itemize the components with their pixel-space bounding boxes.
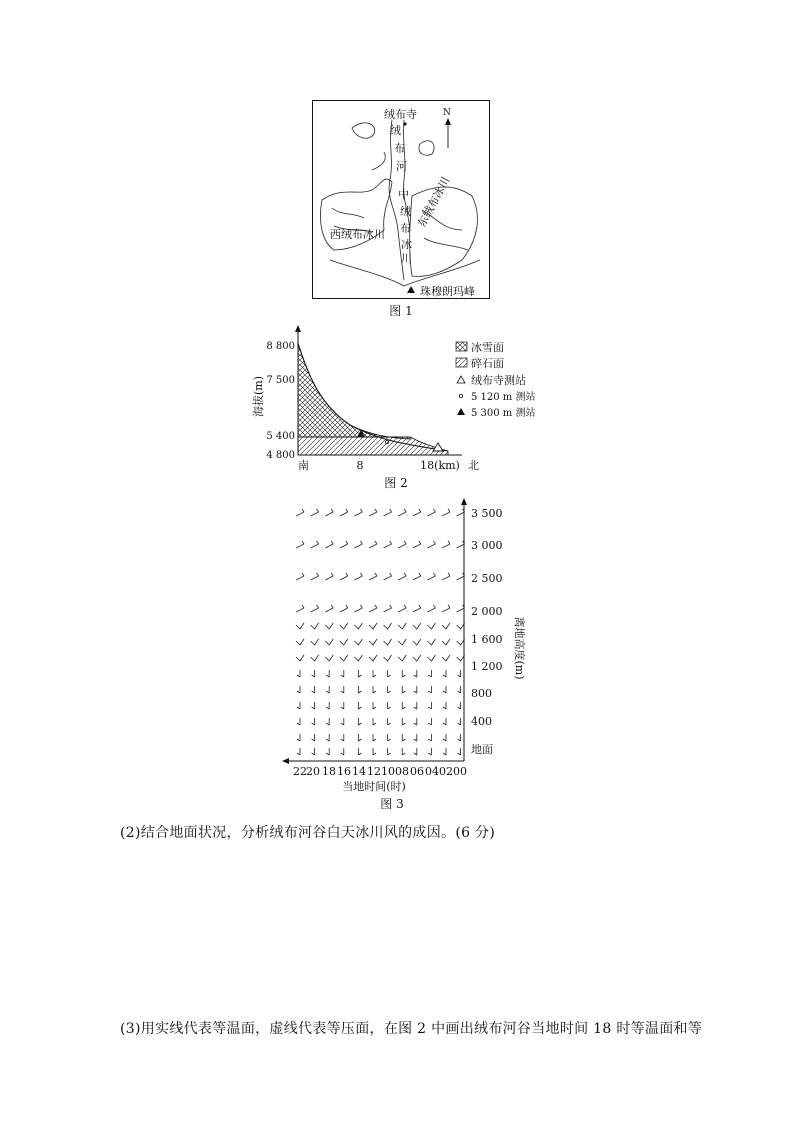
wind-barb	[384, 655, 392, 661]
wind-barb	[340, 541, 348, 548]
wind-barb	[427, 655, 435, 661]
wind-barb	[311, 639, 319, 645]
wind-barb	[312, 718, 315, 725]
wind-barb	[358, 670, 361, 677]
wind-barb	[354, 655, 362, 661]
wind-barb	[354, 623, 362, 629]
wind-barb	[457, 655, 465, 661]
svg-text:2 500: 2 500	[471, 572, 503, 585]
wind-barb	[384, 639, 392, 645]
wind-barb	[402, 702, 405, 709]
svg-text:400: 400	[471, 715, 492, 728]
wind-barb	[373, 718, 376, 725]
wind-barb	[384, 623, 392, 629]
svg-text:18(km): 18(km)	[420, 459, 460, 472]
wind-barb	[312, 670, 315, 677]
svg-text:1 600: 1 600	[471, 633, 503, 646]
svg-text:02: 02	[439, 765, 453, 778]
svg-text:14: 14	[352, 765, 366, 778]
wind-barb	[443, 718, 446, 725]
wind-barb	[442, 509, 450, 516]
wind-barb	[354, 639, 362, 645]
wind-barb	[369, 639, 377, 645]
svg-text:12: 12	[367, 765, 381, 778]
wind-barb	[373, 734, 376, 741]
wind-barb	[428, 748, 431, 755]
svg-text:川: 川	[401, 252, 412, 265]
wind-barb	[326, 702, 329, 709]
svg-text:绒布寺测站: 绒布寺测站	[471, 374, 526, 387]
svg-text:8: 8	[356, 459, 364, 472]
wind-barb	[402, 718, 405, 725]
wind-barb	[297, 734, 300, 741]
wind-barb	[443, 748, 446, 755]
svg-text:8 800: 8 800	[266, 341, 295, 352]
wind-barb	[388, 748, 391, 755]
svg-text:2 000: 2 000	[471, 605, 503, 618]
wind-barb	[442, 541, 450, 548]
svg-text:7 500: 7 500	[266, 375, 295, 386]
wind-barb	[340, 639, 348, 645]
wind-barb	[296, 623, 304, 629]
svg-text:南: 南	[298, 459, 309, 472]
fig3-xlabel: 当地时间(时)	[342, 780, 406, 793]
peak-label: 珠穆朗玛峰	[420, 285, 475, 298]
wind-barb	[442, 605, 450, 612]
wind-barb	[373, 748, 376, 755]
wind-barb	[413, 639, 421, 645]
wind-barb	[340, 655, 348, 661]
wind-barb	[358, 734, 361, 741]
wind-barb	[398, 655, 406, 661]
wind-barb	[311, 655, 319, 661]
wind-barb	[296, 605, 304, 612]
svg-text:18: 18	[322, 765, 336, 778]
wind-barb	[369, 605, 377, 612]
figure-3-wind-barbs	[278, 498, 526, 798]
fig3-ylabel: 离地高度(m)	[513, 616, 526, 680]
wind-barb	[398, 623, 406, 629]
wind-barb	[325, 655, 333, 661]
wind-barb	[458, 748, 461, 755]
wind-barb	[373, 670, 376, 677]
wind-barb	[402, 734, 405, 741]
wind-barb	[325, 639, 333, 645]
svg-text:10: 10	[381, 765, 395, 778]
wind-barb	[413, 655, 421, 661]
svg-text:绒: 绒	[400, 205, 411, 218]
wind-barb	[325, 573, 333, 580]
wind-barb	[427, 639, 435, 645]
west-glacier-label: 西绒布冰川	[330, 228, 385, 241]
svg-text:1 200: 1 200	[471, 660, 503, 673]
wind-barb	[297, 718, 300, 725]
wind-barb	[427, 623, 435, 629]
wind-barb	[442, 573, 450, 580]
wind-barb	[340, 573, 348, 580]
svg-text:地面: 地面	[471, 743, 493, 756]
svg-text:08: 08	[395, 765, 409, 778]
wind-barb	[384, 573, 392, 580]
wind-barb	[398, 639, 406, 645]
wind-barb	[340, 509, 348, 516]
wind-barb	[414, 748, 417, 755]
wind-barb	[297, 670, 300, 677]
wind-barb	[402, 748, 405, 755]
wind-barb	[341, 734, 344, 741]
wind-barb	[388, 734, 391, 741]
svg-text:布: 布	[394, 142, 405, 155]
figure-2-profile	[250, 325, 550, 473]
wind-barb	[428, 734, 431, 741]
wind-barb	[414, 718, 417, 725]
svg-text:3 500: 3 500	[471, 507, 503, 520]
wind-barb	[413, 605, 421, 612]
wind-barb	[341, 748, 344, 755]
wind-barb	[428, 718, 431, 725]
wind-barb	[442, 623, 450, 629]
wind-barb	[326, 670, 329, 677]
wind-barb	[341, 702, 344, 709]
svg-text:5 300 m 测站: 5 300 m 测站	[471, 408, 536, 419]
wind-barb	[413, 509, 421, 516]
wind-barb	[414, 734, 417, 741]
wind-barb	[388, 686, 391, 693]
wind-barb	[312, 734, 315, 741]
wind-barb	[325, 541, 333, 548]
svg-text:布: 布	[400, 222, 411, 235]
svg-text:5 400: 5 400	[266, 431, 295, 442]
north-label: N	[443, 108, 451, 118]
wind-barb	[398, 541, 406, 548]
wind-barb	[326, 686, 329, 693]
wind-barb	[414, 702, 417, 709]
wind-barb	[358, 748, 361, 755]
wind-barb	[296, 541, 304, 548]
wind-barb	[296, 573, 304, 580]
wind-barb	[369, 509, 377, 516]
wind-barb	[354, 605, 362, 612]
wind-barb	[414, 670, 417, 677]
wind-barb	[443, 702, 446, 709]
wind-barb	[414, 686, 417, 693]
wind-barb	[443, 686, 446, 693]
wind-barb	[296, 655, 304, 661]
wind-barb	[428, 702, 431, 709]
wind-barb	[297, 686, 300, 693]
wind-barb	[458, 686, 461, 693]
svg-text:04: 04	[425, 765, 439, 778]
wind-barb	[457, 541, 465, 548]
wind-barb	[369, 655, 377, 661]
wind-barb	[354, 573, 362, 580]
wind-barb	[358, 718, 361, 725]
wind-barb	[457, 623, 465, 629]
wind-barb	[457, 573, 465, 580]
wind-barb	[457, 639, 465, 645]
figure-1-map	[312, 100, 490, 300]
wind-barb	[457, 509, 465, 516]
wind-barb	[384, 541, 392, 548]
svg-text:碎石面: 碎石面	[471, 357, 504, 370]
svg-text:冰雪面: 冰雪面	[471, 341, 504, 354]
wind-barb	[340, 623, 348, 629]
svg-text:冰: 冰	[401, 238, 412, 251]
svg-text:4 800: 4 800	[266, 450, 295, 461]
wind-barb	[340, 605, 348, 612]
wind-barb	[458, 718, 461, 725]
wind-barb	[325, 623, 333, 629]
wind-barb	[413, 541, 421, 548]
wind-barb	[297, 702, 300, 709]
wind-barb	[373, 686, 376, 693]
wind-barb	[398, 573, 406, 580]
svg-text:16: 16	[337, 765, 351, 778]
figure-2-caption: 图 2	[384, 476, 408, 490]
svg-text:5 120 m 测站: 5 120 m 测站	[471, 392, 536, 403]
wind-barb	[373, 702, 376, 709]
wind-barb	[297, 748, 300, 755]
wind-barb	[427, 573, 435, 580]
wind-barb	[428, 686, 431, 693]
wind-barb	[341, 670, 344, 677]
fig2-legend	[456, 340, 535, 419]
wind-barb	[311, 605, 319, 612]
svg-text:3 000: 3 000	[471, 539, 503, 552]
wind-barb	[311, 509, 319, 516]
wind-barb	[402, 686, 405, 693]
svg-text:20: 20	[306, 765, 320, 778]
wind-barb	[388, 670, 391, 677]
wind-barb	[369, 541, 377, 548]
wind-barb	[312, 748, 315, 755]
wind-barb	[354, 509, 362, 516]
wind-barb	[296, 639, 304, 645]
wind-barb	[296, 509, 304, 516]
wind-barb	[358, 702, 361, 709]
svg-text:00: 00	[453, 765, 467, 778]
wind-barb	[369, 573, 377, 580]
wind-barb	[443, 670, 446, 677]
svg-text:绒: 绒	[390, 124, 401, 137]
wind-barb	[458, 670, 461, 677]
figure-1-caption: 图 1	[389, 304, 413, 318]
wind-barb	[326, 748, 329, 755]
wind-barb	[384, 509, 392, 516]
wind-barb	[442, 655, 450, 661]
wind-barb	[312, 686, 315, 693]
wind-barb	[442, 639, 450, 645]
wind-barb	[369, 623, 377, 629]
wind-barb	[326, 734, 329, 741]
wind-barb	[312, 702, 315, 709]
wind-barb	[311, 541, 319, 548]
wind-barb	[398, 509, 406, 516]
svg-text:22: 22	[293, 765, 307, 778]
wind-barb-grid	[296, 509, 465, 755]
wind-barb	[325, 605, 333, 612]
wind-barb	[427, 509, 435, 516]
wind-barb	[341, 686, 344, 693]
wind-barb	[413, 573, 421, 580]
east-glacier-label: 东绒布冰川	[415, 174, 453, 230]
wind-barb	[398, 605, 406, 612]
question-2: (2)结合地面状况，分析绒布河谷白天冰川风的成因。(6 分)	[120, 825, 496, 841]
wind-barb	[427, 541, 435, 548]
figure-3-caption: 图 3	[380, 797, 404, 811]
wind-barb	[428, 670, 431, 677]
wind-barb	[413, 623, 421, 629]
fig2-ylabel: 海拔(m)	[252, 375, 265, 417]
wind-barb	[354, 541, 362, 548]
wind-barb	[402, 670, 405, 677]
wind-barb	[388, 718, 391, 725]
svg-text:河: 河	[396, 160, 407, 173]
wind-barb	[311, 573, 319, 580]
svg-text:06: 06	[410, 765, 424, 778]
wind-barb	[358, 686, 361, 693]
wind-barb	[427, 605, 435, 612]
wind-barb	[341, 718, 344, 725]
wind-barb	[325, 509, 333, 516]
svg-text:800: 800	[471, 687, 492, 700]
wind-barb	[458, 734, 461, 741]
wind-barb	[388, 702, 391, 709]
wind-barb	[457, 605, 465, 612]
wind-barb	[311, 623, 319, 629]
temple-label: 绒布寺	[384, 108, 417, 121]
question-3: (3)用实线代表等温面，虚线代表等压面，在图 2 中画出绒布河谷当地时间 18 时等温面和等	[120, 1021, 703, 1037]
svg-text:中: 中	[398, 188, 409, 201]
svg-text:北: 北	[468, 459, 479, 472]
wind-barb	[384, 605, 392, 612]
wind-barb	[443, 734, 446, 741]
wind-barb	[458, 702, 461, 709]
wind-barb	[326, 718, 329, 725]
